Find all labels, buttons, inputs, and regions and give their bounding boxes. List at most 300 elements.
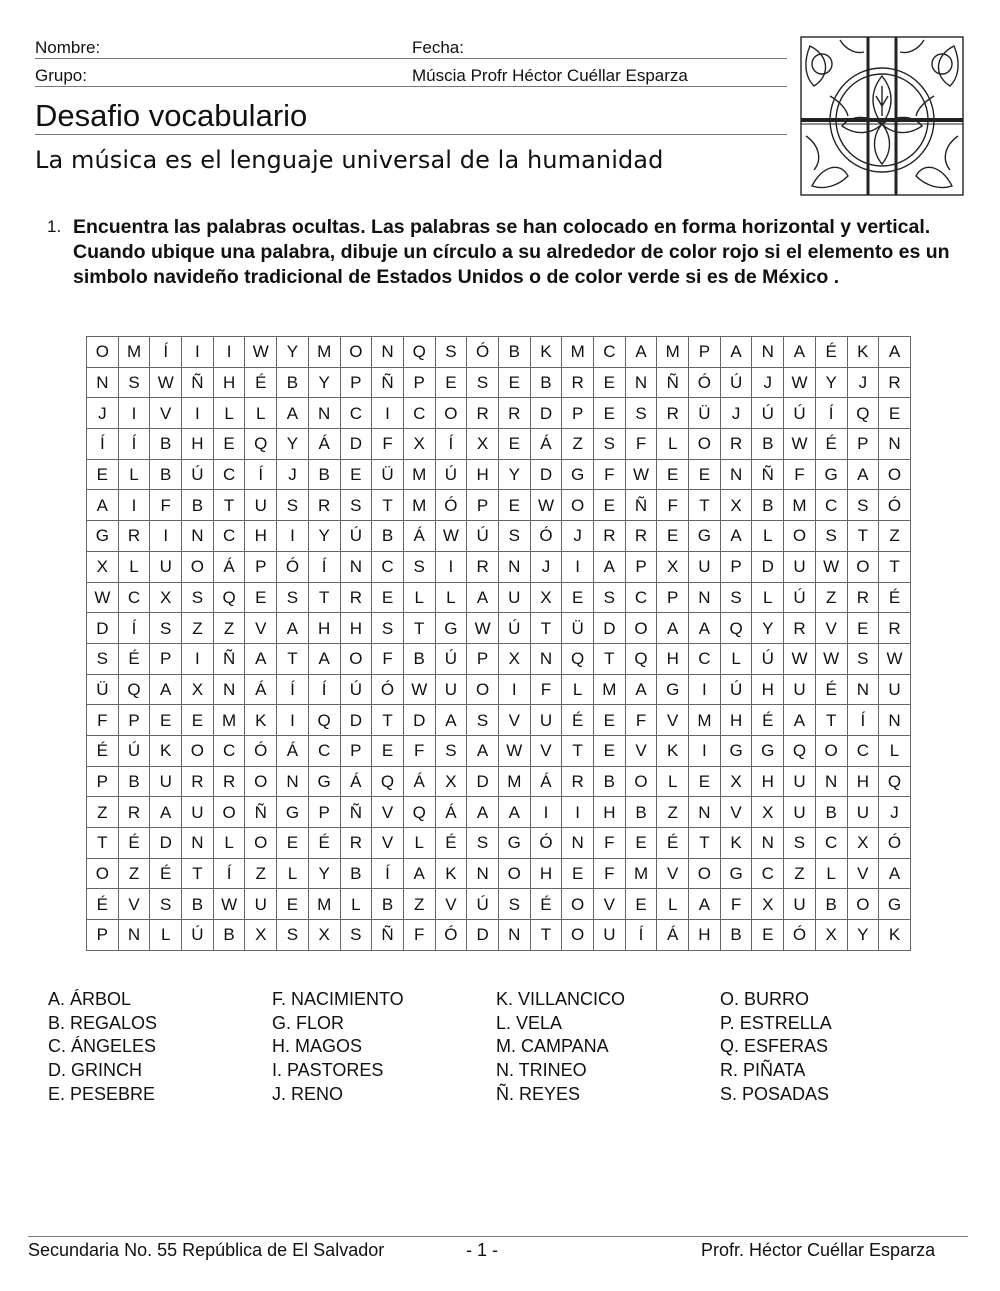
grid-cell[interactable]: D: [150, 828, 182, 859]
grid-cell[interactable]: Á: [245, 674, 277, 705]
grid-cell[interactable]: X: [467, 429, 499, 460]
grid-cell[interactable]: Q: [372, 766, 404, 797]
grid-cell[interactable]: Y: [277, 429, 309, 460]
grid-cell[interactable]: C: [118, 582, 150, 613]
grid-cell[interactable]: H: [689, 920, 721, 951]
grid-cell[interactable]: L: [118, 551, 150, 582]
grid-cell[interactable]: M: [689, 705, 721, 736]
grid-cell[interactable]: B: [150, 429, 182, 460]
grid-cell[interactable]: W: [150, 367, 182, 398]
grid-cell[interactable]: V: [657, 858, 689, 889]
grid-cell[interactable]: É: [530, 889, 562, 920]
grid-cell[interactable]: N: [213, 674, 245, 705]
grid-cell[interactable]: A: [625, 337, 657, 368]
grid-cell[interactable]: X: [498, 643, 530, 674]
grid-cell[interactable]: X: [245, 920, 277, 951]
grid-cell[interactable]: K: [530, 337, 562, 368]
grid-cell[interactable]: X: [752, 797, 784, 828]
grid-cell[interactable]: L: [150, 920, 182, 951]
grid-cell[interactable]: É: [752, 705, 784, 736]
grid-cell[interactable]: Í: [308, 551, 340, 582]
grid-cell[interactable]: É: [150, 858, 182, 889]
grid-cell[interactable]: T: [87, 828, 119, 859]
grid-cell[interactable]: R: [625, 521, 657, 552]
grid-cell[interactable]: Y: [308, 521, 340, 552]
grid-cell[interactable]: G: [720, 858, 752, 889]
grid-cell[interactable]: É: [657, 828, 689, 859]
grid-cell[interactable]: É: [879, 582, 911, 613]
grid-cell[interactable]: G: [498, 828, 530, 859]
grid-cell[interactable]: O: [562, 920, 594, 951]
grid-cell[interactable]: E: [689, 459, 721, 490]
grid-cell[interactable]: Q: [403, 337, 435, 368]
grid-cell[interactable]: O: [562, 490, 594, 521]
grid-cell[interactable]: Ñ: [625, 490, 657, 521]
grid-cell[interactable]: O: [689, 858, 721, 889]
grid-cell[interactable]: G: [435, 613, 467, 644]
grid-cell[interactable]: D: [467, 920, 499, 951]
grid-cell[interactable]: Q: [213, 582, 245, 613]
grid-cell[interactable]: Ü: [562, 613, 594, 644]
grid-cell[interactable]: H: [657, 643, 689, 674]
grid-cell[interactable]: V: [372, 828, 404, 859]
grid-cell[interactable]: O: [815, 735, 847, 766]
grid-cell[interactable]: Y: [277, 337, 309, 368]
grid-cell[interactable]: Z: [245, 858, 277, 889]
grid-cell[interactable]: R: [340, 828, 372, 859]
grid-cell[interactable]: F: [403, 735, 435, 766]
grid-cell[interactable]: E: [87, 459, 119, 490]
grid-cell[interactable]: Í: [245, 459, 277, 490]
grid-cell[interactable]: F: [372, 429, 404, 460]
grid-cell[interactable]: R: [720, 429, 752, 460]
grid-cell[interactable]: S: [847, 643, 879, 674]
grid-cell[interactable]: A: [277, 398, 309, 429]
grid-cell[interactable]: O: [340, 337, 372, 368]
grid-cell[interactable]: Z: [87, 797, 119, 828]
grid-cell[interactable]: C: [372, 551, 404, 582]
grid-cell[interactable]: W: [784, 429, 816, 460]
grid-cell[interactable]: V: [530, 735, 562, 766]
grid-cell[interactable]: Ñ: [752, 459, 784, 490]
grid-cell[interactable]: R: [308, 490, 340, 521]
grid-cell[interactable]: V: [498, 705, 530, 736]
grid-cell[interactable]: P: [308, 797, 340, 828]
grid-cell[interactable]: L: [879, 735, 911, 766]
grid-cell[interactable]: Q: [245, 429, 277, 460]
grid-cell[interactable]: Y: [308, 858, 340, 889]
grid-cell[interactable]: G: [308, 766, 340, 797]
grid-cell[interactable]: S: [784, 828, 816, 859]
grid-cell[interactable]: S: [847, 490, 879, 521]
grid-cell[interactable]: Ú: [752, 398, 784, 429]
grid-cell[interactable]: N: [182, 828, 214, 859]
grid-cell[interactable]: W: [213, 889, 245, 920]
grid-cell[interactable]: N: [815, 766, 847, 797]
grid-cell[interactable]: Y: [752, 613, 784, 644]
grid-cell[interactable]: O: [625, 766, 657, 797]
grid-cell[interactable]: E: [372, 582, 404, 613]
grid-cell[interactable]: B: [530, 367, 562, 398]
grid-cell[interactable]: N: [689, 582, 721, 613]
grid-cell[interactable]: S: [720, 582, 752, 613]
grid-cell[interactable]: W: [530, 490, 562, 521]
grid-cell[interactable]: Ú: [784, 398, 816, 429]
grid-cell[interactable]: H: [594, 797, 626, 828]
grid-cell[interactable]: O: [182, 735, 214, 766]
grid-cell[interactable]: A: [498, 797, 530, 828]
grid-cell[interactable]: E: [594, 735, 626, 766]
grid-cell[interactable]: U: [498, 582, 530, 613]
grid-cell[interactable]: J: [847, 367, 879, 398]
grid-cell[interactable]: R: [498, 398, 530, 429]
grid-cell[interactable]: V: [720, 797, 752, 828]
grid-cell[interactable]: S: [277, 920, 309, 951]
grid-cell[interactable]: B: [625, 797, 657, 828]
grid-cell[interactable]: J: [530, 551, 562, 582]
grid-cell[interactable]: Í: [87, 429, 119, 460]
grid-cell[interactable]: I: [182, 337, 214, 368]
grid-cell[interactable]: A: [150, 797, 182, 828]
grid-cell[interactable]: M: [657, 337, 689, 368]
grid-cell[interactable]: I: [562, 797, 594, 828]
grid-cell[interactable]: Á: [403, 766, 435, 797]
grid-cell[interactable]: X: [657, 551, 689, 582]
grid-cell[interactable]: Q: [118, 674, 150, 705]
grid-cell[interactable]: Ú: [182, 920, 214, 951]
grid-cell[interactable]: V: [625, 735, 657, 766]
grid-cell[interactable]: U: [689, 551, 721, 582]
grid-cell[interactable]: M: [784, 490, 816, 521]
grid-cell[interactable]: P: [340, 367, 372, 398]
grid-cell[interactable]: B: [340, 858, 372, 889]
grid-cell[interactable]: D: [467, 766, 499, 797]
grid-cell[interactable]: G: [87, 521, 119, 552]
grid-cell[interactable]: N: [277, 766, 309, 797]
grid-cell[interactable]: W: [87, 582, 119, 613]
grid-cell[interactable]: P: [847, 429, 879, 460]
grid-cell[interactable]: É: [435, 828, 467, 859]
grid-cell[interactable]: X: [435, 766, 467, 797]
grid-cell[interactable]: Q: [308, 705, 340, 736]
grid-cell[interactable]: F: [530, 674, 562, 705]
grid-cell[interactable]: L: [403, 582, 435, 613]
grid-cell[interactable]: U: [784, 797, 816, 828]
grid-cell[interactable]: Q: [403, 797, 435, 828]
grid-cell[interactable]: S: [815, 521, 847, 552]
grid-cell[interactable]: K: [879, 920, 911, 951]
grid-cell[interactable]: B: [213, 920, 245, 951]
grid-cell[interactable]: R: [467, 551, 499, 582]
grid-cell[interactable]: Q: [879, 766, 911, 797]
grid-cell[interactable]: Ú: [118, 735, 150, 766]
grid-cell[interactable]: S: [625, 398, 657, 429]
grid-cell[interactable]: B: [150, 459, 182, 490]
grid-cell[interactable]: O: [245, 766, 277, 797]
grid-cell[interactable]: Í: [308, 674, 340, 705]
grid-cell[interactable]: W: [435, 521, 467, 552]
grid-cell[interactable]: T: [403, 613, 435, 644]
grid-cell[interactable]: R: [657, 398, 689, 429]
grid-cell[interactable]: É: [87, 889, 119, 920]
grid-cell[interactable]: F: [150, 490, 182, 521]
grid-cell[interactable]: Í: [150, 337, 182, 368]
grid-cell[interactable]: G: [689, 521, 721, 552]
grid-cell[interactable]: G: [277, 797, 309, 828]
grid-cell[interactable]: J: [720, 398, 752, 429]
grid-cell[interactable]: P: [625, 551, 657, 582]
grid-cell[interactable]: P: [150, 643, 182, 674]
grid-cell[interactable]: U: [847, 797, 879, 828]
grid-cell[interactable]: K: [150, 735, 182, 766]
grid-cell[interactable]: B: [182, 889, 214, 920]
grid-cell[interactable]: Z: [879, 521, 911, 552]
grid-cell[interactable]: P: [720, 551, 752, 582]
grid-cell[interactable]: R: [784, 613, 816, 644]
grid-cell[interactable]: K: [657, 735, 689, 766]
grid-cell[interactable]: P: [689, 337, 721, 368]
grid-cell[interactable]: A: [784, 337, 816, 368]
grid-cell[interactable]: I: [182, 643, 214, 674]
grid-cell[interactable]: U: [784, 551, 816, 582]
grid-cell[interactable]: Í: [625, 920, 657, 951]
grid-cell[interactable]: Q: [847, 398, 879, 429]
grid-cell[interactable]: U: [784, 889, 816, 920]
grid-cell[interactable]: B: [815, 797, 847, 828]
grid-cell[interactable]: Á: [213, 551, 245, 582]
grid-cell[interactable]: B: [752, 429, 784, 460]
grid-cell[interactable]: Ó: [245, 735, 277, 766]
grid-cell[interactable]: U: [245, 889, 277, 920]
grid-cell[interactable]: L: [657, 766, 689, 797]
grid-cell[interactable]: É: [118, 643, 150, 674]
grid-cell[interactable]: B: [498, 337, 530, 368]
grid-cell[interactable]: Ó: [879, 490, 911, 521]
grid-cell[interactable]: N: [752, 828, 784, 859]
grid-cell[interactable]: N: [689, 797, 721, 828]
grid-cell[interactable]: S: [150, 889, 182, 920]
grid-cell[interactable]: I: [213, 337, 245, 368]
grid-cell[interactable]: M: [213, 705, 245, 736]
grid-cell[interactable]: T: [847, 521, 879, 552]
grid-cell[interactable]: Ñ: [182, 367, 214, 398]
grid-cell[interactable]: E: [213, 429, 245, 460]
grid-cell[interactable]: U: [784, 674, 816, 705]
grid-cell[interactable]: H: [245, 521, 277, 552]
grid-cell[interactable]: Ó: [372, 674, 404, 705]
grid-cell[interactable]: W: [498, 735, 530, 766]
grid-cell[interactable]: R: [118, 797, 150, 828]
grid-cell[interactable]: A: [435, 705, 467, 736]
grid-cell[interactable]: S: [340, 490, 372, 521]
grid-cell[interactable]: C: [213, 735, 245, 766]
grid-cell[interactable]: O: [847, 551, 879, 582]
grid-cell[interactable]: L: [277, 858, 309, 889]
grid-cell[interactable]: N: [879, 705, 911, 736]
grid-cell[interactable]: Í: [277, 674, 309, 705]
grid-cell[interactable]: W: [245, 337, 277, 368]
grid-cell[interactable]: S: [467, 367, 499, 398]
grid-cell[interactable]: É: [815, 429, 847, 460]
grid-cell[interactable]: V: [150, 398, 182, 429]
grid-cell[interactable]: S: [118, 367, 150, 398]
grid-cell[interactable]: K: [435, 858, 467, 889]
grid-cell[interactable]: E: [562, 858, 594, 889]
grid-cell[interactable]: P: [340, 735, 372, 766]
grid-cell[interactable]: M: [308, 337, 340, 368]
grid-cell[interactable]: K: [245, 705, 277, 736]
grid-cell[interactable]: L: [213, 398, 245, 429]
grid-cell[interactable]: K: [847, 337, 879, 368]
grid-cell[interactable]: J: [87, 398, 119, 429]
grid-cell[interactable]: E: [498, 490, 530, 521]
grid-cell[interactable]: É: [562, 705, 594, 736]
grid-cell[interactable]: L: [403, 828, 435, 859]
grid-cell[interactable]: N: [308, 398, 340, 429]
grid-cell[interactable]: O: [625, 613, 657, 644]
grid-cell[interactable]: V: [815, 613, 847, 644]
grid-cell[interactable]: Ó: [435, 920, 467, 951]
grid-cell[interactable]: T: [594, 643, 626, 674]
grid-cell[interactable]: Á: [530, 429, 562, 460]
grid-cell[interactable]: E: [594, 490, 626, 521]
grid-cell[interactable]: W: [815, 551, 847, 582]
grid-cell[interactable]: Ñ: [657, 367, 689, 398]
grid-cell[interactable]: N: [562, 828, 594, 859]
grid-cell[interactable]: X: [87, 551, 119, 582]
grid-cell[interactable]: É: [815, 337, 847, 368]
grid-cell[interactable]: V: [657, 705, 689, 736]
grid-cell[interactable]: B: [182, 490, 214, 521]
grid-cell[interactable]: S: [435, 735, 467, 766]
grid-cell[interactable]: P: [562, 398, 594, 429]
grid-cell[interactable]: Y: [308, 367, 340, 398]
grid-cell[interactable]: S: [594, 582, 626, 613]
grid-cell[interactable]: N: [182, 521, 214, 552]
grid-cell[interactable]: Ü: [87, 674, 119, 705]
grid-cell[interactable]: W: [625, 459, 657, 490]
grid-cell[interactable]: I: [277, 521, 309, 552]
grid-cell[interactable]: N: [467, 858, 499, 889]
grid-cell[interactable]: Í: [118, 429, 150, 460]
grid-cell[interactable]: X: [182, 674, 214, 705]
grid-cell[interactable]: X: [847, 828, 879, 859]
grid-cell[interactable]: L: [657, 889, 689, 920]
grid-cell[interactable]: A: [689, 889, 721, 920]
grid-cell[interactable]: E: [277, 828, 309, 859]
grid-cell[interactable]: X: [530, 582, 562, 613]
grid-cell[interactable]: B: [372, 521, 404, 552]
grid-cell[interactable]: J: [562, 521, 594, 552]
grid-cell[interactable]: Y: [847, 920, 879, 951]
grid-cell[interactable]: J: [277, 459, 309, 490]
grid-cell[interactable]: F: [784, 459, 816, 490]
grid-cell[interactable]: R: [213, 766, 245, 797]
grid-cell[interactable]: R: [467, 398, 499, 429]
grid-cell[interactable]: C: [213, 521, 245, 552]
grid-cell[interactable]: G: [752, 735, 784, 766]
grid-cell[interactable]: A: [784, 705, 816, 736]
grid-cell[interactable]: J: [879, 797, 911, 828]
grid-cell[interactable]: Ú: [340, 674, 372, 705]
grid-cell[interactable]: V: [847, 858, 879, 889]
grid-cell[interactable]: H: [720, 705, 752, 736]
grid-cell[interactable]: S: [277, 582, 309, 613]
grid-cell[interactable]: F: [594, 459, 626, 490]
grid-cell[interactable]: M: [403, 490, 435, 521]
grid-cell[interactable]: P: [118, 705, 150, 736]
grid-cell[interactable]: E: [625, 828, 657, 859]
grid-cell[interactable]: E: [435, 367, 467, 398]
grid-cell[interactable]: L: [752, 521, 784, 552]
grid-cell[interactable]: E: [847, 613, 879, 644]
grid-cell[interactable]: E: [340, 459, 372, 490]
grid-cell[interactable]: Z: [118, 858, 150, 889]
grid-cell[interactable]: E: [498, 429, 530, 460]
grid-cell[interactable]: L: [720, 643, 752, 674]
grid-cell[interactable]: R: [847, 582, 879, 613]
grid-cell[interactable]: Ü: [372, 459, 404, 490]
grid-cell[interactable]: S: [182, 582, 214, 613]
grid-cell[interactable]: S: [277, 490, 309, 521]
grid-cell[interactable]: A: [467, 582, 499, 613]
grid-cell[interactable]: I: [118, 398, 150, 429]
grid-cell[interactable]: Z: [815, 582, 847, 613]
grid-cell[interactable]: H: [467, 459, 499, 490]
grid-cell[interactable]: C: [815, 490, 847, 521]
grid-cell[interactable]: Ñ: [372, 920, 404, 951]
grid-cell[interactable]: G: [879, 889, 911, 920]
grid-cell[interactable]: Ú: [498, 613, 530, 644]
grid-cell[interactable]: S: [150, 613, 182, 644]
grid-cell[interactable]: Ú: [720, 367, 752, 398]
grid-cell[interactable]: Ú: [435, 643, 467, 674]
grid-cell[interactable]: P: [467, 643, 499, 674]
grid-cell[interactable]: É: [308, 828, 340, 859]
grid-cell[interactable]: É: [87, 735, 119, 766]
grid-cell[interactable]: Á: [530, 766, 562, 797]
grid-cell[interactable]: A: [150, 674, 182, 705]
grid-cell[interactable]: T: [530, 920, 562, 951]
grid-cell[interactable]: Í: [815, 398, 847, 429]
grid-cell[interactable]: C: [403, 398, 435, 429]
grid-cell[interactable]: F: [372, 643, 404, 674]
grid-cell[interactable]: G: [720, 735, 752, 766]
grid-cell[interactable]: Ó: [435, 490, 467, 521]
grid-cell[interactable]: C: [594, 337, 626, 368]
grid-cell[interactable]: P: [245, 551, 277, 582]
grid-cell[interactable]: F: [720, 889, 752, 920]
grid-cell[interactable]: I: [530, 797, 562, 828]
grid-cell[interactable]: T: [213, 490, 245, 521]
grid-cell[interactable]: I: [689, 735, 721, 766]
grid-cell[interactable]: T: [689, 490, 721, 521]
grid-cell[interactable]: A: [625, 674, 657, 705]
grid-cell[interactable]: Í: [213, 858, 245, 889]
grid-cell[interactable]: G: [815, 459, 847, 490]
grid-cell[interactable]: C: [847, 735, 879, 766]
grid-cell[interactable]: I: [435, 551, 467, 582]
grid-cell[interactable]: V: [372, 797, 404, 828]
grid-cell[interactable]: E: [594, 398, 626, 429]
grid-cell[interactable]: L: [340, 889, 372, 920]
grid-cell[interactable]: G: [657, 674, 689, 705]
grid-cell[interactable]: E: [689, 766, 721, 797]
grid-cell[interactable]: Ú: [752, 643, 784, 674]
grid-cell[interactable]: Q: [562, 643, 594, 674]
grid-cell[interactable]: S: [594, 429, 626, 460]
grid-cell[interactable]: L: [435, 582, 467, 613]
